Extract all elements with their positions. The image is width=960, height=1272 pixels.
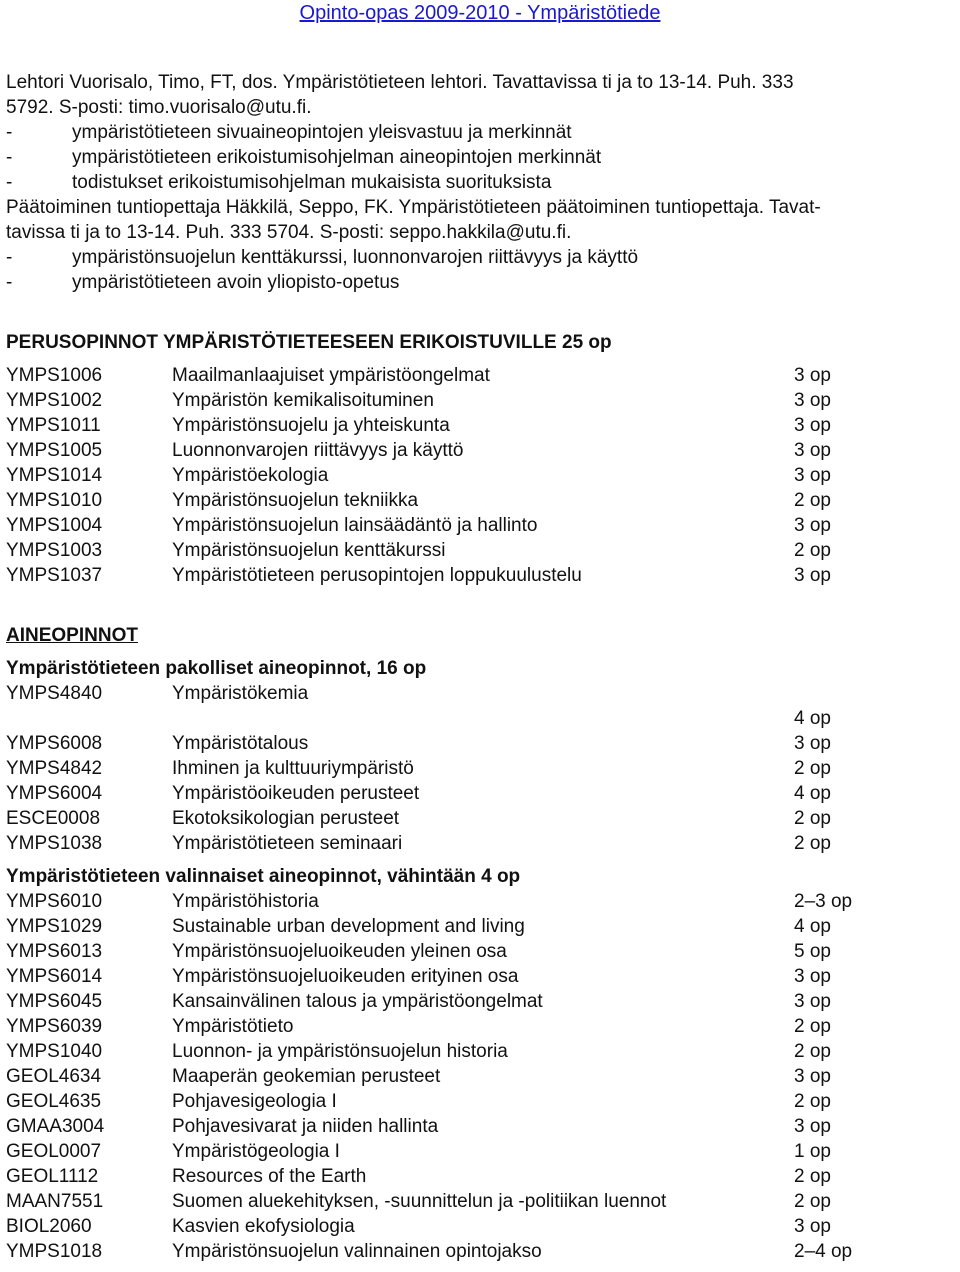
duty-text: ympäristötieteen sivuaineopintojen yleisvastuu ja merkinnät xyxy=(72,122,572,143)
course-name: Ympäristönsuojelu ja yhteiskunta xyxy=(172,415,450,436)
course-name: Ihminen ja kulttuuriympäristö xyxy=(172,758,414,779)
course-code: YMPS1010 xyxy=(6,490,103,511)
course-credits: 3 op xyxy=(794,991,831,1012)
course-name: Pohjavesivarat ja niiden hallinta xyxy=(172,1116,439,1137)
duty-item xyxy=(6,245,954,270)
duty-text: ympäristötieteen erikoistumisohjelman aineopintojen merkinnät xyxy=(72,147,602,168)
course-row xyxy=(6,1239,954,1264)
course-credits: 3 op xyxy=(794,1116,831,1137)
course-row xyxy=(6,939,954,964)
course-row xyxy=(6,363,954,388)
course-row xyxy=(6,438,954,463)
course-name: Ympäristökemia xyxy=(172,683,309,704)
course-code: YMPS1005 xyxy=(6,440,103,461)
basic-studies-heading: PERUSOPINNOT YMPÄRISTÖTIETEESEEN ERIKOISTUVILLE 25 op xyxy=(6,332,612,353)
header-title-link[interactable]: Opinto-opas 2009-2010 - Ympäristötiede xyxy=(299,2,661,24)
course-code: YMPS6010 xyxy=(6,891,103,912)
course-credits: 2 op xyxy=(794,758,831,779)
course-row xyxy=(6,781,954,806)
compulsory-course-list xyxy=(6,681,954,856)
course-credits: 2 op xyxy=(794,1091,831,1112)
course-name: Ympäristönsuojelun valinnainen opintojakso xyxy=(172,1241,542,1262)
dash-bullet: - xyxy=(6,122,13,143)
course-name: Kansainvälinen talous ja ympäristöongelmat xyxy=(172,991,543,1012)
course-name: Sustainable urban development and living xyxy=(172,916,525,937)
course-name: Ympäristönsuojelun lainsäädäntö ja hallinto xyxy=(172,515,538,536)
course-name: Resources of the Earth xyxy=(172,1166,367,1187)
course-credits: 2 op xyxy=(794,540,831,561)
teacher2-info-line2: tavissa ti ja to 13-14. Puh. 333 5704. S-posti: seppo.hakkila@utu.fi. xyxy=(6,222,572,243)
course-row xyxy=(6,1189,954,1214)
course-code: YMPS4840 xyxy=(6,683,103,704)
course-name: Maailmanlaajuiset ympäristöongelmat xyxy=(172,365,490,386)
course-code: YMPS6008 xyxy=(6,733,103,754)
course-row xyxy=(6,914,954,939)
course-credits: 4 op xyxy=(794,708,831,729)
course-row xyxy=(6,1089,954,1114)
course-name: Ympäristötieto xyxy=(172,1016,294,1037)
course-name: Ympäristötalous xyxy=(172,733,309,754)
course-code: YMPS4842 xyxy=(6,758,103,779)
course-name: Luonnon- ja ympäristönsuojelun historia xyxy=(172,1041,508,1062)
course-code: YMPS1002 xyxy=(6,390,103,411)
course-row xyxy=(6,513,954,538)
course-credits: 3 op xyxy=(794,365,831,386)
course-row xyxy=(6,563,954,588)
duty-item xyxy=(6,270,954,295)
duty-text: ympäristönsuojelun kenttäkurssi, luonnonvarojen riittävyys ja käyttö xyxy=(72,247,639,268)
course-credits: 3 op xyxy=(794,1066,831,1087)
teacher2-info-line1: Päätoiminen tuntiopettaja Häkkilä, Seppo, FK. Ympäristötieteen päätoiminen tuntiopettaja. Tavat- xyxy=(6,197,821,218)
course-code: YMPS6045 xyxy=(6,991,103,1012)
page-header xyxy=(0,0,960,26)
dash-bullet: - xyxy=(6,172,13,193)
course-code: MAAN7551 xyxy=(6,1191,104,1212)
basic-studies-course-list xyxy=(6,363,954,588)
course-credits: 3 op xyxy=(794,733,831,754)
course-code: YMPS1018 xyxy=(6,1241,103,1262)
course-credits: 4 op xyxy=(794,916,831,937)
course-code: GMAA3004 xyxy=(6,1116,105,1137)
course-row xyxy=(6,1014,954,1039)
course-name: Ympäristönsuojelun kenttäkurssi xyxy=(172,540,446,561)
course-name: Ympäristötieteen perusopintojen loppukuulustelu xyxy=(172,565,582,586)
optional-course-list xyxy=(6,889,954,1264)
course-credits: 2–3 op xyxy=(794,891,853,912)
course-credits: 2 op xyxy=(794,1016,831,1037)
course-credits: 2 op xyxy=(794,1166,831,1187)
course-row xyxy=(6,731,954,756)
optional-studies-heading: Ympäristötieteen valinnaiset aineopinnot, vähintään 4 op xyxy=(6,866,521,887)
course-credits: 1 op xyxy=(794,1141,831,1162)
course-row xyxy=(6,413,954,438)
course-credits: 2 op xyxy=(794,1041,831,1062)
course-row xyxy=(6,1039,954,1064)
course-row xyxy=(6,1064,954,1089)
dash-bullet: - xyxy=(6,147,13,168)
course-name: Pohjavesigeologia I xyxy=(172,1091,337,1112)
course-row xyxy=(6,681,954,731)
course-credits: 2 op xyxy=(794,1191,831,1212)
duty-item xyxy=(6,170,954,195)
course-credits: 2 op xyxy=(794,490,831,511)
course-credits: 3 op xyxy=(794,415,831,436)
duty-item xyxy=(6,145,954,170)
course-code: GEOL4635 xyxy=(6,1091,102,1112)
course-row xyxy=(6,463,954,488)
duty-text: todistukset erikoistumisohjelman mukaisista suorituksista xyxy=(72,172,552,193)
course-code: GEOL0007 xyxy=(6,1141,102,1162)
course-row xyxy=(6,989,954,1014)
course-row xyxy=(6,1164,954,1189)
course-name: Ympäristönsuojeluoikeuden erityinen osa xyxy=(172,966,519,987)
course-row xyxy=(6,964,954,989)
course-code: ESCE0008 xyxy=(6,808,101,829)
teacher2-duties-list xyxy=(6,245,954,295)
course-row xyxy=(6,1214,954,1239)
course-code: GEOL4634 xyxy=(6,1066,102,1087)
course-name: Ympäristöoikeuden perusteet xyxy=(172,783,420,804)
course-row xyxy=(6,831,954,856)
dash-bullet: - xyxy=(6,247,13,268)
duty-item xyxy=(6,120,954,145)
course-credits: 2–4 op xyxy=(794,1241,853,1262)
dash-bullet: - xyxy=(6,272,13,293)
course-name: Kasvien ekofysiologia xyxy=(172,1216,355,1237)
course-credits: 3 op xyxy=(794,440,831,461)
course-credits: 3 op xyxy=(794,1216,831,1237)
course-row xyxy=(6,756,954,781)
duty-text: ympäristötieteen avoin yliopisto-opetus xyxy=(72,272,400,293)
course-code: YMPS1003 xyxy=(6,540,103,561)
course-row xyxy=(6,806,954,831)
course-row xyxy=(6,889,954,914)
course-code: GEOL1112 xyxy=(6,1166,99,1187)
course-code: YMPS6014 xyxy=(6,966,103,987)
course-code: YMPS6039 xyxy=(6,1016,103,1037)
course-code: BIOL2060 xyxy=(6,1216,92,1237)
course-name: Ympäristögeologia I xyxy=(172,1141,340,1162)
course-credits: 4 op xyxy=(794,783,831,804)
course-name: Ympäristönsuojelun tekniikka xyxy=(172,490,419,511)
course-code: YMPS1040 xyxy=(6,1041,103,1062)
course-row xyxy=(6,488,954,513)
course-name: Ekotoksikologian perusteet xyxy=(172,808,400,829)
course-credits: 3 op xyxy=(794,465,831,486)
course-code: YMPS1004 xyxy=(6,515,103,536)
course-row xyxy=(6,1114,954,1139)
teacher1-info-line2: 5792. S-posti: timo.vuorisalo@utu.fi. xyxy=(6,97,312,118)
course-name: Ympäristötieteen seminaari xyxy=(172,833,403,854)
course-name: Suomen aluekehityksen, -suunnittelun ja -politiikan luennot xyxy=(172,1191,667,1212)
intermediate-studies-heading: AINEOPINNOT xyxy=(6,625,138,646)
course-row xyxy=(6,388,954,413)
course-credits: 2 op xyxy=(794,833,831,854)
course-row xyxy=(6,538,954,563)
course-name: Luonnonvarojen riittävyys ja käyttö xyxy=(172,440,464,461)
course-code: YMPS1006 xyxy=(6,365,103,386)
course-code: YMPS1037 xyxy=(6,565,103,586)
course-code: YMPS1014 xyxy=(6,465,103,486)
teacher1-duties-list xyxy=(6,120,954,195)
course-credits: 2 op xyxy=(794,808,831,829)
course-credits: 3 op xyxy=(794,966,831,987)
compulsory-studies-heading: Ympäristötieteen pakolliset aineopinnot, 16 op xyxy=(6,658,427,679)
course-code: YMPS1038 xyxy=(6,833,103,854)
course-name: Maaperän geokemian perusteet xyxy=(172,1066,441,1087)
course-row xyxy=(6,1139,954,1164)
course-credits: 5 op xyxy=(794,941,831,962)
course-name: Ympäristöekologia xyxy=(172,465,329,486)
document-body xyxy=(6,70,954,1264)
course-code: YMPS1011 xyxy=(6,415,101,436)
course-code: YMPS6013 xyxy=(6,941,103,962)
course-name: Ympäristöhistoria xyxy=(172,891,319,912)
course-credits: 3 op xyxy=(794,390,831,411)
course-name: Ympäristönsuojeluoikeuden yleinen osa xyxy=(172,941,507,962)
teacher1-info-line1: Lehtori Vuorisalo, Timo, FT, dos. Ympäristötieteen lehtori. Tavattavissa ti ja to 13-14. Puh. 333 xyxy=(6,72,794,93)
course-credits: 3 op xyxy=(794,515,831,536)
course-name: Ympäristön kemikalisoituminen xyxy=(172,390,434,411)
course-credits: 3 op xyxy=(794,565,831,586)
course-code: YMPS6004 xyxy=(6,783,103,804)
course-code: YMPS1029 xyxy=(6,916,103,937)
